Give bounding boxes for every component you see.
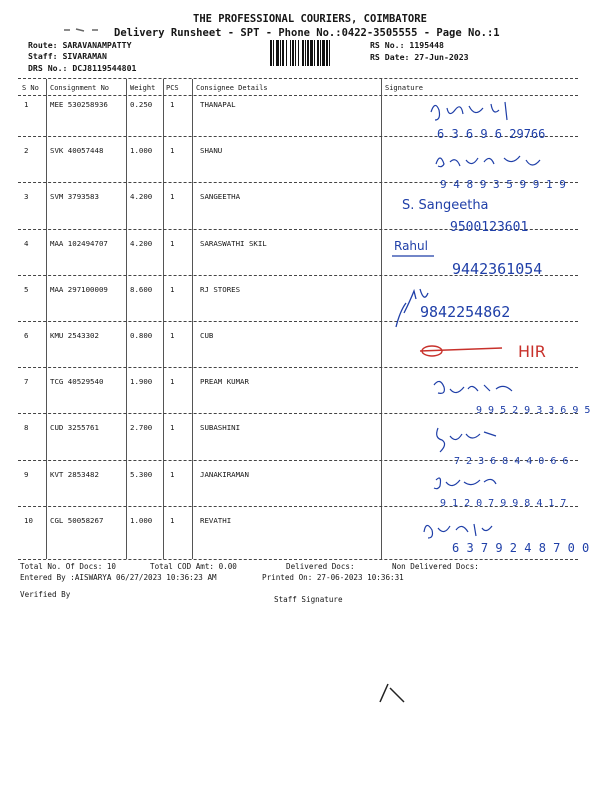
- non-delivered-docs: Non Delivered Docs:: [392, 562, 479, 571]
- cell-pcs: 1: [170, 469, 175, 479]
- cell-consignment: SVM 3793583: [50, 192, 99, 202]
- cell-consignment: KVT 2853482: [50, 469, 99, 479]
- svg-text:6 3 6 9 6 29766: 6 3 6 9 6 29766: [437, 127, 546, 141]
- cell-pcs: 1: [170, 238, 175, 248]
- header-consignee: Consignee Details: [196, 84, 268, 92]
- cell-sno: 7: [24, 377, 29, 387]
- cell-consignment: MAA 102494707: [50, 238, 108, 248]
- svg-text:9 1 2 0 7 9 9 8 4 1 7: 9 1 2 0 7 9 9 8 4 1 7: [440, 498, 567, 509]
- cell-consignee: CUB: [200, 331, 214, 340]
- header-weight: Weight: [130, 84, 156, 92]
- svg-text:9 9 5 2 9 3 3 6 9 5: 9 9 5 2 9 3 3 6 9 5: [476, 405, 591, 416]
- row-divider: [18, 367, 578, 368]
- cell-pcs: 1: [170, 192, 175, 202]
- svg-text:9 4 8 9 3 5 9 9 1 9: 9 4 8 9 3 5 9 9 1 9: [440, 178, 566, 191]
- header-pcs: PCS: [166, 84, 179, 92]
- cell-weight: 1.900: [130, 377, 153, 387]
- staff-signature-mark: [374, 678, 414, 708]
- total-cod: Total COD Amt: 0.00: [150, 562, 237, 571]
- cell-consignee: SUBASHINI: [200, 423, 241, 433]
- cell-pcs: 1: [170, 515, 175, 525]
- cell-pcs: 1: [170, 377, 175, 387]
- cell-pcs: 1: [170, 331, 175, 340]
- cell-weight: 2.700: [130, 423, 153, 433]
- signature-row-8: [432, 422, 592, 470]
- cell-pcs: 1: [170, 423, 175, 433]
- cell-consignee: SANGEETHA: [200, 192, 241, 202]
- cell-consignment: KMU 2543302: [50, 331, 99, 340]
- cell-sno: 1: [24, 100, 29, 109]
- cell-weight: 0.800: [130, 331, 153, 340]
- svg-text:Rahul: Rahul: [394, 239, 428, 253]
- cell-weight: 1.000: [130, 146, 153, 156]
- cell-consignment: CGL 50058267: [50, 515, 104, 525]
- cell-consignee: SHANU: [200, 146, 223, 156]
- cell-consignee: REVATHI: [200, 515, 232, 525]
- cell-weight: 4.200: [130, 238, 153, 248]
- svg-text:9500123601: 9500123601: [450, 220, 529, 235]
- signature-row-10: [420, 516, 590, 562]
- cell-consignment: MEE 530258936: [50, 100, 108, 109]
- scan-artifact: [62, 26, 110, 34]
- staff-label: Staff: SIVARAMAN: [28, 51, 107, 61]
- header-signature: Signature: [385, 84, 423, 92]
- column-divider: [381, 79, 382, 559]
- barcode: [270, 40, 366, 66]
- signature-row-2: [432, 148, 592, 194]
- cell-weight: 5.300: [130, 469, 153, 479]
- cell-weight: 0.250: [130, 100, 153, 109]
- entered-by: Entered By :AISWARYA 06/27/2023 10:36:23 AM: [20, 573, 217, 582]
- signature-row-3: [402, 193, 572, 239]
- signature-row-4: [392, 234, 592, 284]
- column-divider: [126, 79, 127, 559]
- header-consignment: Consignment No: [50, 84, 110, 92]
- svg-text:6 3 7 9 2 4 8 7 0 0: 6 3 7 9 2 4 8 7 0 0: [452, 541, 590, 555]
- cell-consignment: SVK 40057448: [50, 146, 104, 156]
- signature-row-5: [392, 283, 592, 335]
- cell-sno: 8: [24, 423, 29, 433]
- runsheet-subtitle: Delivery Runsheet - SPT - Phone No.:0422-3505555 - Page No.:1: [114, 27, 500, 39]
- cell-pcs: 1: [170, 100, 175, 109]
- cell-consignee: SARASWATHI SKIL: [200, 238, 267, 248]
- cell-sno: 4: [24, 238, 29, 248]
- table-top-rule: [18, 78, 578, 79]
- cell-consignee: JANAKIRAMAN: [200, 469, 249, 479]
- svg-text:7 2 3 6 8 4 4 0 6 6: 7 2 3 6 8 4 4 0 6 6: [454, 456, 569, 467]
- rs-number: RS No.: 1195448: [370, 40, 444, 50]
- cell-consignment: TCG 40529540: [50, 377, 104, 387]
- cell-consignee: THANAPAL: [200, 100, 236, 109]
- verified-by-label: Verified By: [20, 590, 71, 599]
- cell-pcs: 1: [170, 146, 175, 156]
- total-docs: Total No. Of Docs: 10: [20, 562, 117, 571]
- cell-sno: 5: [24, 284, 29, 294]
- staff-signature-label: Staff Signature: [274, 595, 343, 604]
- cell-weight: 8.600: [130, 284, 153, 294]
- cell-consignee: PREAM KUMAR: [200, 377, 249, 387]
- cell-consignee: RJ STORES: [200, 284, 241, 294]
- drs-number: DRS No.: DCJ8119544801: [28, 63, 137, 73]
- column-divider: [163, 79, 164, 559]
- cell-consignment: MAA 297100009: [50, 284, 108, 294]
- signature-row-7: [432, 375, 592, 421]
- cell-consignment: CUD 3255761: [50, 423, 99, 433]
- document-title: THE PROFESSIONAL COURIERS, COIMBATORE: [193, 13, 427, 25]
- printed-on: Printed On: 27-06-2023 10:36:31: [262, 573, 404, 582]
- route-label: Route: SARAVANAMPATTY: [28, 40, 132, 50]
- svg-text:9442361054: 9442361054: [452, 260, 543, 278]
- rs-date: RS Date: 27-Jun-2023: [370, 52, 469, 62]
- cell-weight: 1.000: [130, 515, 153, 525]
- svg-text:S. Sangeetha: S. Sangeetha: [402, 198, 489, 213]
- cell-pcs: 1: [170, 284, 175, 294]
- header-sno: S No: [22, 84, 39, 92]
- cell-sno: 6: [24, 331, 29, 340]
- cell-sno: 10: [24, 515, 33, 525]
- cell-sno: 2: [24, 146, 29, 156]
- signature-row-9: [432, 470, 592, 516]
- signature-row-1: [425, 96, 585, 142]
- table-bottom-rule: [18, 559, 578, 560]
- cell-sno: 9: [24, 469, 29, 479]
- svg-text:9842254862: 9842254862: [420, 303, 511, 321]
- delivered-docs: Delivered Docs:: [286, 562, 355, 571]
- svg-text:HIR: HIR: [518, 342, 546, 361]
- cell-sno: 3: [24, 192, 29, 202]
- column-divider: [46, 79, 47, 559]
- signature-row-6: [412, 333, 582, 367]
- column-divider: [192, 79, 193, 559]
- cell-weight: 4.200: [130, 192, 153, 202]
